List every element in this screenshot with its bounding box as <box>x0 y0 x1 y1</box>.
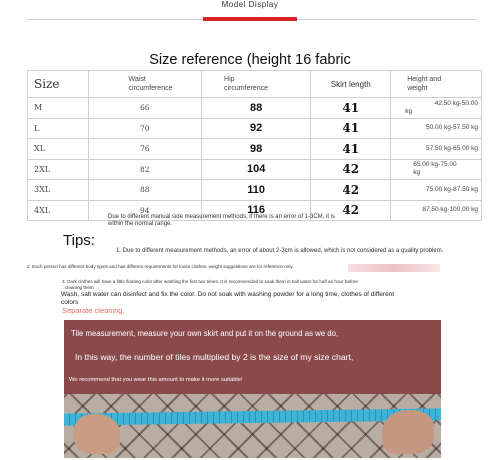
tip-3-line1: 3. Dark clothes will have a little floating color after washing the first two times. It is recommended to soak them in salt water for half an hour before <box>62 279 358 284</box>
table-note <box>108 214 378 228</box>
size-table <box>27 70 482 221</box>
row-waist: 82 <box>88 159 201 180</box>
tip-3 <box>62 279 432 290</box>
measurement-photo <box>64 320 441 458</box>
table-row <box>28 159 482 180</box>
model-display-heading: Model Display <box>221 0 279 9</box>
header-accent-bar <box>203 17 297 21</box>
header-skirt: Skirt length <box>311 71 391 98</box>
row-weight-line1: 75.00 kg-87.50 kg <box>425 185 478 193</box>
header-height-line1: Height and <box>407 76 442 83</box>
photo-caption-2: In this way, the number of tiles multiplied by 2 is the size of my size chart, <box>75 352 354 362</box>
row-size: 2XL <box>28 159 89 180</box>
row-weight-line1: 65.00 kg-75.00 <box>413 161 457 169</box>
header-hip <box>202 71 311 98</box>
row-weight <box>391 118 482 139</box>
row-weight <box>391 200 482 221</box>
header-waist <box>88 71 201 98</box>
row-weight-line2: kg <box>405 107 413 115</box>
header-height-line2: weight <box>407 85 428 92</box>
header-divider-left <box>26 19 203 20</box>
decorative-highlight <box>348 264 440 272</box>
header-height-weight <box>391 71 482 98</box>
row-skirt: 41 <box>311 139 391 160</box>
row-hip: 98 <box>202 139 311 160</box>
row-waist: 94 <box>88 200 201 221</box>
header-waist-line2: circumference <box>128 85 173 92</box>
header-hip-line1: Hip <box>224 76 235 83</box>
tip-2: 2. Each person has different body types and has different requirements for loose clothes. weight suggestions are for reference only. <box>27 264 294 269</box>
tips-title: Tips: <box>63 232 95 249</box>
row-waist: 76 <box>88 139 201 160</box>
table-note-line2: within the normal range. <box>108 221 173 227</box>
table-row <box>28 180 482 201</box>
table-row <box>28 118 482 139</box>
photo-caption-1: Tile measurement, measure your own skirt and put it on the ground as we do, <box>71 329 339 338</box>
row-weight-line1: 42.50 kg-50.00 <box>434 99 478 107</box>
row-skirt: 41 <box>311 118 391 139</box>
row-hip: 116 <box>202 200 311 221</box>
table-row <box>28 98 482 119</box>
wash-note-line1: Wash, salt water can disinfect and fix the color. Do not soak with washing powder for a long time, clothes of different <box>61 291 395 298</box>
row-waist: 88 <box>88 180 201 201</box>
row-weight <box>391 139 482 160</box>
row-hip: 88 <box>202 98 311 119</box>
row-hip: 110 <box>202 180 311 201</box>
size-reference-title: Size reference (height 16 fabric <box>149 52 351 68</box>
row-skirt: 42 <box>311 159 391 180</box>
row-weight-line1: 50.00 kg-57.50 kg <box>425 124 478 132</box>
row-skirt: 42 <box>311 200 391 221</box>
table-header-row <box>28 71 482 98</box>
tip-1: 1. Due to different measurement methods, an error of about 2-3cm is allowed, which is not considered as a quality problem. <box>116 248 444 254</box>
row-hip: 104 <box>202 159 311 180</box>
row-skirt: 42 <box>311 180 391 201</box>
header-hip-line2: circumference <box>224 85 268 92</box>
table-note-line1: Due to different manual side measurement methods, if there is an error of 1-3CM, it is <box>108 214 335 220</box>
row-weight <box>391 98 482 119</box>
separate-cleaning-note: Separate cleaning. <box>62 306 125 315</box>
row-waist: 70 <box>88 118 201 139</box>
row-weight <box>391 180 482 201</box>
left-hand <box>74 414 120 454</box>
row-weight <box>391 159 482 180</box>
row-waist: 66 <box>88 98 201 119</box>
row-weight-line2: kg <box>413 169 421 177</box>
row-size: L <box>28 118 89 139</box>
row-hip: 92 <box>202 118 311 139</box>
row-weight-line1: 87.50 kg-100.00 kg <box>422 206 478 214</box>
header-size: Size <box>28 71 89 98</box>
right-hand <box>382 410 434 454</box>
wash-note-line2: colors <box>61 298 79 306</box>
row-skirt: 41 <box>311 98 391 119</box>
header-divider-right <box>297 19 477 20</box>
header-waist-line1: Waist <box>128 76 146 83</box>
tip-3-line2: cleaning them <box>65 284 94 290</box>
table-row <box>28 139 482 160</box>
row-size: 3XL <box>28 180 89 201</box>
row-size: M <box>28 98 89 119</box>
row-size: XL <box>28 139 89 160</box>
wash-note <box>61 291 441 306</box>
photo-caption-3: We recommend that you wear this amount to make it more suitable! <box>69 377 243 383</box>
row-size: 4XL <box>28 200 89 221</box>
row-weight-line1: 57.50 kg-65.00 kg <box>425 144 478 152</box>
